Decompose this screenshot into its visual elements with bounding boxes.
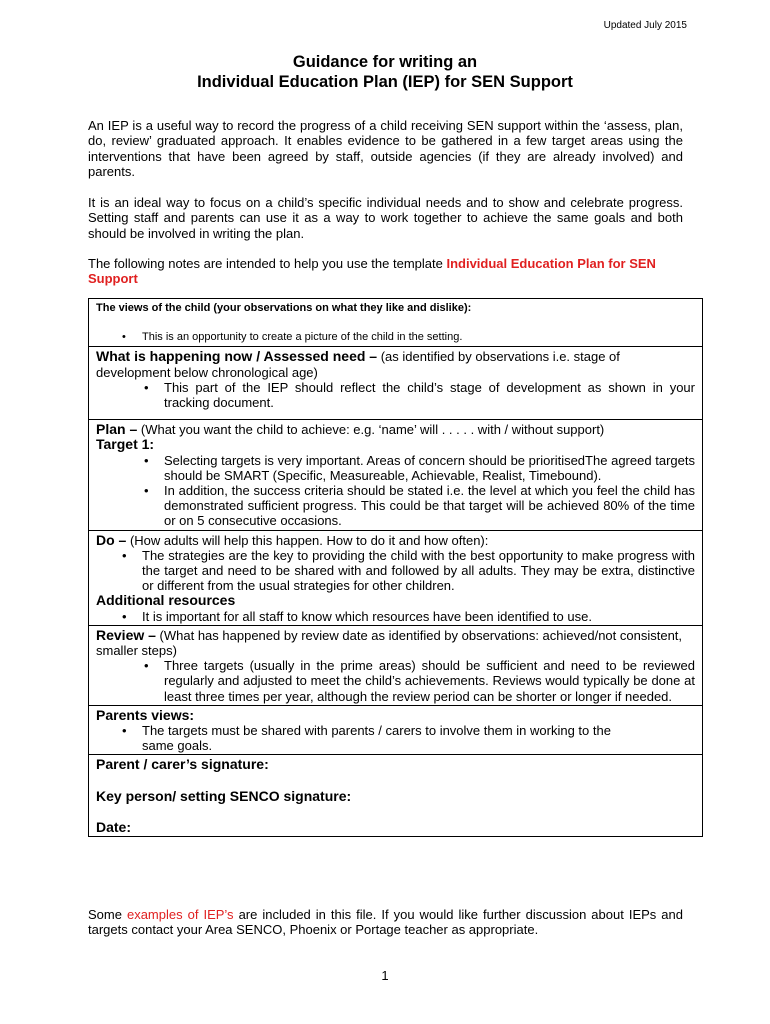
examples-link[interactable]: examples of IEP’s bbox=[126, 907, 234, 922]
resources-heading: Additional resources bbox=[96, 592, 236, 609]
review-row bbox=[89, 625, 703, 705]
iep-guidance-table bbox=[88, 298, 703, 837]
review-heading: Review – bbox=[96, 626, 156, 643]
intro-paragraph-2: It is an ideal way to focus on a child’s specific individual needs and to show and celebrate progress. Setting staff and parents can use it as a way to work together to achieve the same goals and both should be involved in writing the plan. bbox=[88, 195, 683, 241]
now-note: (as identified by observations i.e. stage of development below chronological age) bbox=[96, 349, 620, 380]
review-bullet: • Three targets (usually in the prime areas) should be sufficient and need to be reviewed regularly and adjusted to meet the child’s achievements. Reviews would typically be done at least three times per year, although the review period can be shorter or longer if needed. bbox=[96, 658, 695, 704]
target-heading: Target 1: bbox=[96, 436, 155, 453]
footer-text-before: Some bbox=[88, 907, 127, 922]
do-row bbox=[89, 530, 703, 625]
now-row bbox=[89, 347, 703, 420]
signatures-row bbox=[89, 755, 703, 837]
do-note: (How adults will help this happen. How to do it and how often): bbox=[126, 532, 489, 548]
review-heading-line bbox=[96, 628, 695, 658]
document-title bbox=[0, 52, 770, 92]
resources-bullet: • It is important for all staff to know which resources have been identified to use. bbox=[96, 609, 695, 624]
date-label: Date: bbox=[96, 818, 132, 835]
do-heading: Do – bbox=[96, 531, 127, 548]
now-heading: What is happening now / Assessed need – bbox=[96, 348, 378, 365]
plan-bullet-2: • In addition, the success criteria should be stated i.e. the level at which you feel the child has demonstrated sufficient progress. This could be that target will be achieved 80% of the time or on 5 consecutive occasions. bbox=[96, 483, 695, 529]
title-line-1: Guidance for writing an bbox=[292, 53, 478, 71]
parent-signature-label: Parent / carer’s signature: bbox=[96, 756, 269, 773]
plan-row bbox=[89, 420, 703, 530]
key-person-signature-label: Key person/ setting SENCO signature: bbox=[96, 787, 352, 804]
parents-row bbox=[89, 705, 703, 755]
parents-heading: Parents views: bbox=[96, 706, 195, 723]
views-bullet: • This is an opportunity to create a picture of the child in the setting. bbox=[96, 330, 695, 345]
now-bullet: • This part of the IEP should reflect the child’s stage of development as shown in your tracking document. bbox=[96, 380, 695, 410]
plan-heading: Plan – bbox=[96, 421, 138, 438]
plan-note: (What you want the child to achieve: e.g. ‘name’ will . . . . . with / without support) bbox=[137, 422, 605, 438]
views-row bbox=[89, 299, 703, 347]
plan-heading-line bbox=[96, 422, 695, 437]
do-bullet: • The strategies are the key to providing the child with the best opportunity to make progress with the target and need to be shared with and followed by all adults. They may be extra, distinctive or different from the usual strategies for other children. bbox=[96, 548, 695, 594]
parents-bullet: • The targets must be shared with parents / carers to involve them in working to the same goals. bbox=[96, 723, 695, 753]
intro-p3-text: The following notes are intended to help you use the template bbox=[88, 256, 447, 271]
review-note: (What has happened by review date as identified by observations: achieved/not consistent, smaller steps) bbox=[96, 627, 683, 659]
footer-paragraph bbox=[88, 907, 683, 938]
updated-date: Updated July 2015 bbox=[603, 20, 687, 31]
intro-paragraph-1: An IEP is a useful way to record the progress of a child receiving SEN support within the ‘assess, plan, do, review’ graduated approach. It enables evidence to be gathered in a few target areas using the interventions that have been agreed by staff, outside agencies (if they are already involved) and parents. bbox=[88, 118, 683, 180]
intro-paragraph-3 bbox=[88, 256, 683, 287]
do-heading-line bbox=[96, 533, 695, 548]
template-link[interactable]: Individual Education Plan for SEN Support bbox=[88, 256, 656, 287]
plan-bullet-1: • Selecting targets is very important. Areas of concern should be prioritisedThe agreed targets should be SMART (Specific, Measureable, Achievable, Realist, Timebound). bbox=[96, 453, 695, 483]
now-heading-line bbox=[96, 349, 695, 379]
title-line-2: Individual Education Plan (IEP) for SEN Support bbox=[197, 73, 573, 91]
page-number: 1 bbox=[381, 968, 389, 983]
views-heading: The views of the child (your observations on what they like and dislike): bbox=[96, 302, 472, 314]
footer-text-after: are included in this file. If you would like further discussion about IEPs and targets contact your Area SENCO, Phoenix or Portage teacher as appropriate. bbox=[88, 907, 683, 938]
